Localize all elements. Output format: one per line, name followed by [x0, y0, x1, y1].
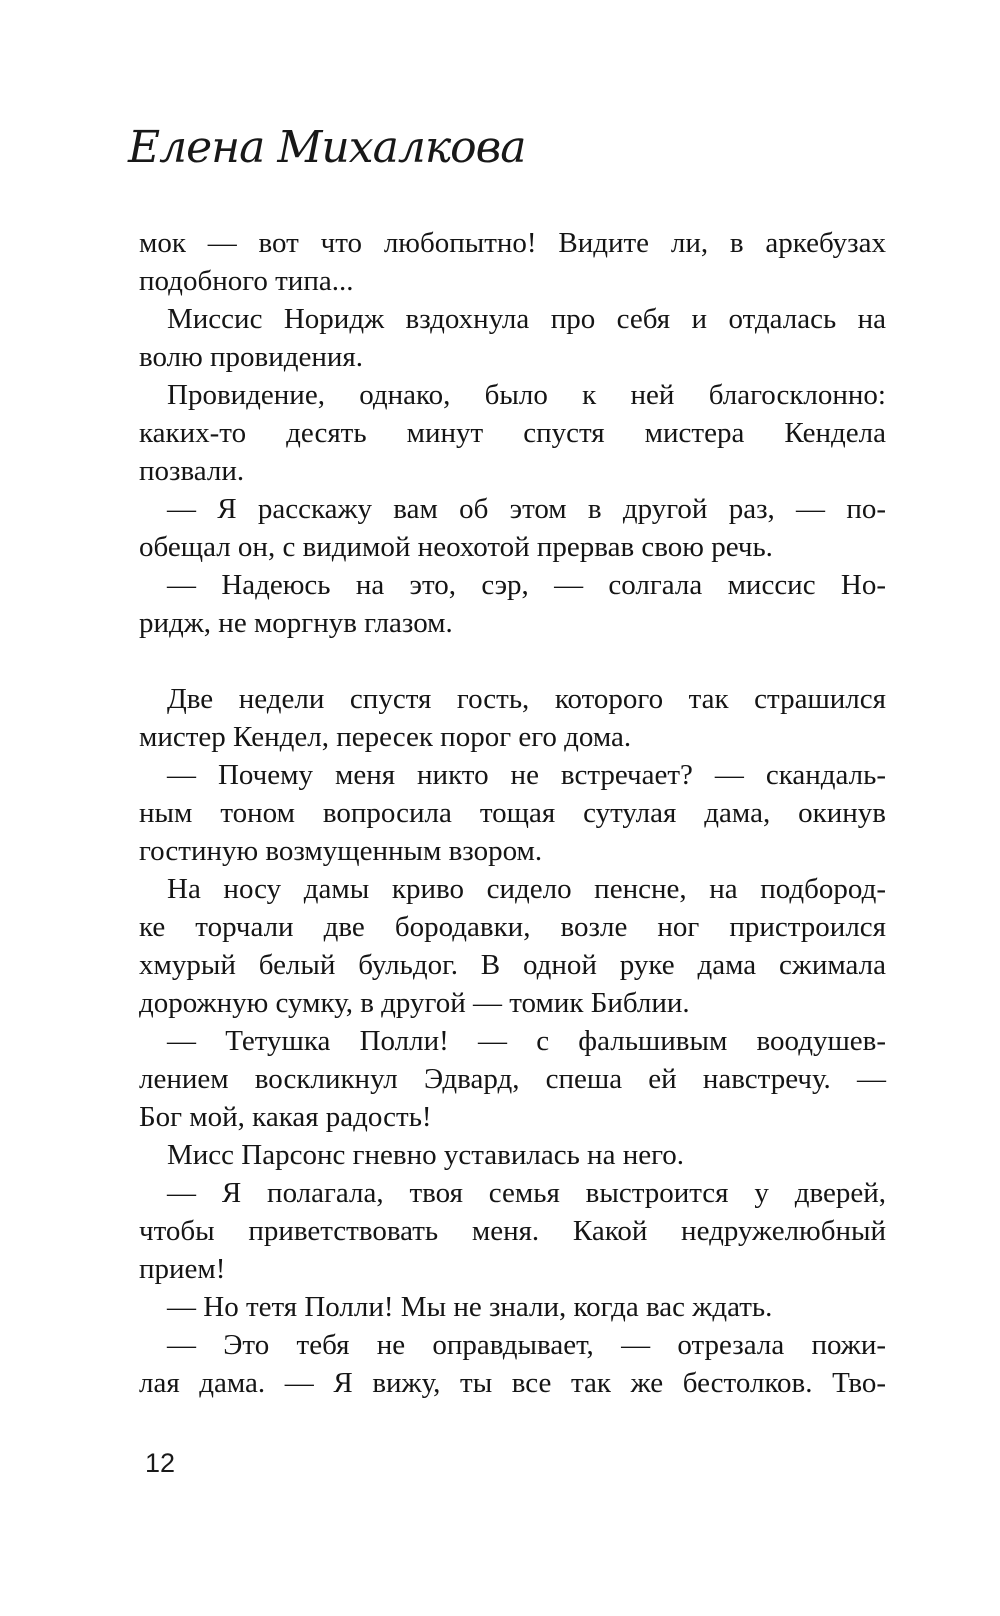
text-line: ридж, не моргнув глазом. [139, 607, 453, 639]
text-line: прием! [139, 1253, 226, 1285]
author-signature: Елена Михалкова [128, 122, 526, 173]
text-line: ным тоном вопросила тощая сутулая дама, окинув [139, 797, 886, 829]
text-line: Бог мой, какая радость! [139, 1101, 432, 1133]
text-line: дорожную сумку, в другой — томик Библии. [139, 987, 690, 1019]
text-line: Мисс Парсонс гневно уставилась на него. [167, 1139, 685, 1171]
text-line: чтобы приветствовать меня. Какой недружелюбный [139, 1215, 886, 1247]
text-line: — Я расскажу вам об этом в другой раз, — по- [167, 493, 886, 525]
text-line: обещал он, с видимой неохотой прервав свою речь. [139, 531, 773, 563]
page-number: 12 [145, 1448, 176, 1478]
text-line: ке торчали две бородавки, возле ног пристроился [139, 911, 886, 943]
text-line: волю провидения. [139, 341, 363, 373]
text-line: — Надеюсь на это, сэр, — солгала миссис Но- [167, 569, 886, 601]
text-line: На носу дамы криво сидело пенсне, на подбород- [167, 873, 886, 905]
text-line: — Но тетя Полли! Мы не знали, когда вас ждать. [167, 1291, 773, 1323]
text-line: — Это тебя не оправдывает, — отрезала пожи- [167, 1329, 886, 1361]
text-line: мок — вот что любопытно! Видите ли, в аркебузах [139, 227, 886, 259]
text-line: Провидение, однако, было к ней благосклонно: [167, 379, 886, 411]
text-line: лая дама. — Я вижу, ты все так же бестолков. Тво- [139, 1367, 886, 1399]
text-line: мистер Кендел, пересек порог его дома. [139, 721, 632, 753]
text-line: каких-то десять минут спустя мистера Кендела [139, 417, 886, 449]
page-text [139, 224, 886, 1402]
text-line: — Я полагала, твоя семья выстроится у дверей, [167, 1177, 886, 1209]
text-line: Миссис Норидж вздохнула про себя и отдалась на [167, 303, 886, 335]
text-line: Две недели спустя гость, которого так страшился [167, 683, 886, 715]
text-line: подобного типа... [139, 265, 354, 297]
text-line: лением воскликнул Эдвард, спеша ей навстречу. — [139, 1063, 886, 1095]
text-line: гостиную возмущенным взором. [139, 835, 543, 867]
text-line: — Почему меня никто не встречает? — скандаль- [167, 759, 886, 791]
text-line: позвали. [139, 455, 245, 487]
text-line: хмурый белый бульдог. В одной руке дама сжимала [139, 949, 886, 981]
text-line: — Тетушка Полли! — с фальшивым воодушев- [167, 1025, 886, 1057]
